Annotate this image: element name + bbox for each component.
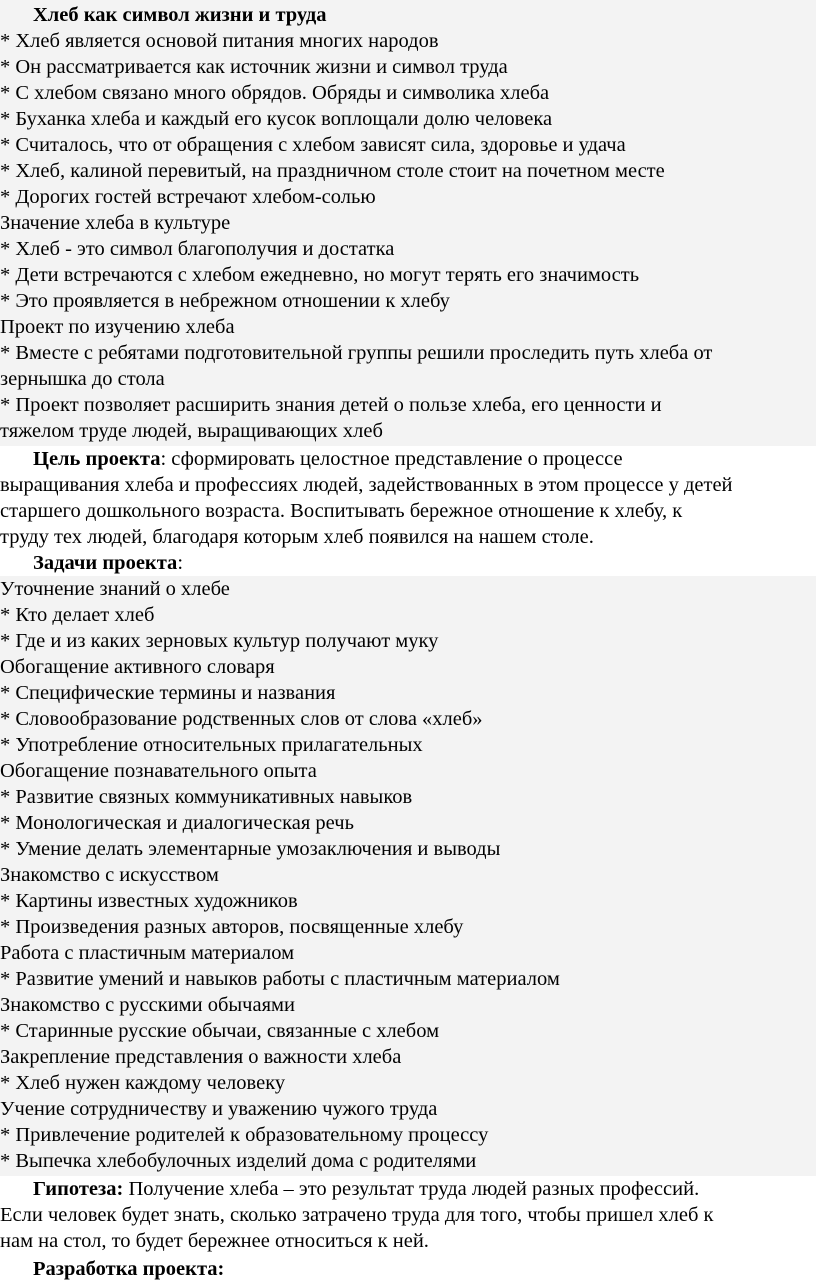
task-line: * Словообразование родственных слов от слова «хлеб» (0, 708, 483, 730)
section1-line: тяжелом труде людей, выращивающих хлеб (0, 420, 383, 442)
document-title: Хлеб как символ жизни и труда (33, 4, 327, 26)
task-line: * Специфические термины и названия (0, 682, 336, 704)
tasks-colon: : (177, 552, 184, 574)
section1-line: * Хлеб является основой питания многих народов (0, 30, 439, 52)
goal-line: старшего дошкольного возраста. Воспитывать бережное отношение к хлебу, к (0, 500, 683, 522)
task-line: * Старинные русские обычаи, связанные с хлебом (0, 1020, 440, 1042)
task-line: * Выпечка хлебобулочных изделий дома с родителями (0, 1150, 477, 1172)
task-line: * Хлеб нужен каждому человеку (0, 1072, 286, 1094)
section1-line: * Дети встречаются с хлебом ежедневно, но могут терять его значимость (0, 264, 640, 286)
task-line: Обогащение активного словаря (0, 656, 275, 678)
section1-line: * Это проявляется в небрежном отношении к хлебу (0, 290, 450, 312)
task-line: * Где и из каких зерновых культур получают муку (0, 630, 439, 652)
goal-line: труду тех людей, благодаря которым хлеб появился на нашем столе. (0, 526, 594, 548)
tasks-heading (33, 550, 183, 576)
task-line: * Употребление относительных прилагательных (0, 734, 423, 756)
goal-line: выращивания хлеба и профессиях людей, задействованных в этом процессе у детей (0, 474, 733, 496)
hypothesis-line: нам на стол, то будет бережнее относиться к ней. (0, 1230, 429, 1252)
goal-first-line (33, 446, 623, 472)
section1-line: зернышка до стола (0, 368, 165, 390)
task-line: * Привлечение родителей к образовательному процессу (0, 1124, 489, 1146)
task-line: * Развитие умений и навыков работы с пластичным материалом (0, 968, 560, 990)
goal-label: Цель проекта (33, 448, 161, 470)
task-line: Закрепление представления о важности хлеба (0, 1046, 402, 1068)
section1-line: * Проект позволяет расширить знания детей о пользе хлеба, его ценности и (0, 394, 662, 416)
hypothesis-first-line (33, 1176, 699, 1202)
section1-heading: Значение хлеба в культуре (0, 212, 231, 234)
hypothesis-text: Получение хлеба – это результат труда людей разных профессий. (123, 1178, 700, 1200)
task-line: Уточнение знаний о хлебе (0, 578, 230, 600)
task-line: * Картины известных художников (0, 890, 298, 912)
section1-line: * Дорогих гостей встречают хлебом-солью (0, 186, 376, 208)
section1-heading: Проект по изучению хлеба (0, 316, 235, 338)
hypothesis-line: Если человек будет знать, сколько затрачено труда для того, чтобы пришел хлеб к (0, 1204, 714, 1226)
task-line: Знакомство с русскими обычаями (0, 994, 295, 1016)
tasks-label: Задачи проекта (33, 552, 178, 574)
hypothesis-label: Гипотеза: (33, 1178, 124, 1200)
section1-line: * Он рассматривается как источник жизни и символ труда (0, 56, 508, 78)
task-line: Учение сотрудничеству и уважению чужого труда (0, 1098, 438, 1120)
section1-line: * Считалось, что от обращения с хлебом зависят сила, здоровье и удача (0, 134, 626, 156)
task-line: * Кто делает хлеб (0, 604, 155, 626)
section1-line: * С хлебом связано много обрядов. Обряды и символика хлеба (0, 82, 550, 104)
section1-line: * Хлеб - это символ благополучия и достатка (0, 238, 395, 260)
development-heading: Разработка проекта: (33, 1258, 225, 1280)
section1-line: * Вместе с ребятами подготовительной группы решили проследить путь хлеба от (0, 342, 713, 364)
goal-text: : сформировать целостное представление о процессе (160, 448, 623, 470)
task-line: * Монологическая и диалогическая речь (0, 812, 354, 834)
task-line: Знакомство с искусством (0, 864, 219, 886)
task-line: * Умение делать элементарные умозаключения и выводы (0, 838, 501, 860)
task-line: Обогащение познавательного опыта (0, 760, 317, 782)
task-line: Работа с пластичным материалом (0, 942, 295, 964)
task-line: * Развитие связных коммуникативных навыков (0, 786, 413, 808)
task-line: * Произведения разных авторов, посвященные хлебу (0, 916, 464, 938)
section1-line: * Хлеб, калиной перевитый, на праздничном столе стоит на почетном месте (0, 160, 665, 182)
section1-line: * Буханка хлеба и каждый его кусок воплощали долю человека (0, 108, 553, 130)
